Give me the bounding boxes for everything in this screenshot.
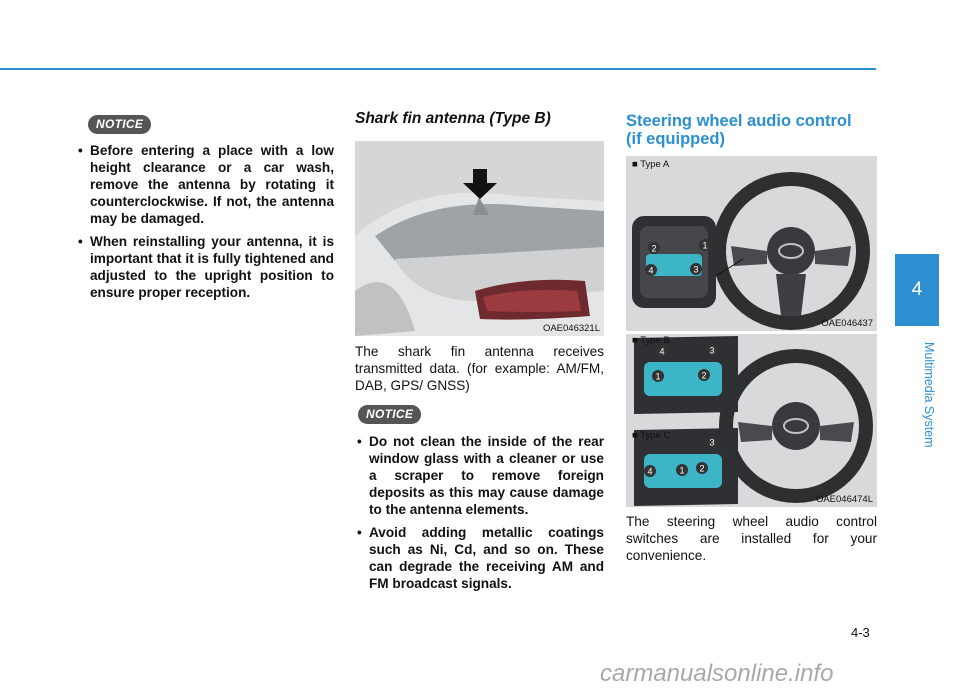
callout-number: 3 [693, 264, 699, 275]
chapter-section-label: Multimedia System [922, 342, 936, 448]
list-item: • Avoid adding metallic coatings such as Ni, Cd, and so on. These can degrade the receiving AM and FM broadcast signals. [355, 524, 604, 592]
type-c-label: ■ Type C [632, 430, 671, 441]
type-a-label: ■ Type A [632, 159, 670, 170]
steering-wheel-illustration [626, 334, 877, 507]
section-title [626, 112, 852, 148]
type-b-label: ■ Type B [632, 335, 670, 346]
callout-number: 4 [648, 265, 654, 276]
notice-badge: NOTICE [358, 405, 421, 424]
list-item: • Before entering a place with a low height clearance or a car wash, remove the antenna by rotating it counterclockwise. If not, the antenna may be damaged. [76, 142, 334, 227]
callout-number: 4 [647, 466, 653, 477]
notice-badge: NOTICE [88, 115, 151, 134]
section-title-line: Steering wheel audio control [626, 112, 852, 130]
antenna-paragraph: The shark fin antenna receives transmitted data. (for example: AM/FM, DAB, GPS/ GNSS) [355, 344, 604, 393]
callout-number: 1 [679, 465, 685, 476]
steering-wheel-illustration [626, 156, 877, 331]
callout-number: 2 [701, 370, 707, 381]
notice-list [355, 433, 604, 598]
shark-fin-antenna-figure [355, 141, 604, 336]
chapter-tab: 4 [895, 254, 939, 326]
list-item: • When reinstalling your antenna, it is important that it is fully tightened and adjusted to the upright position to ensure proper reception. [76, 233, 334, 301]
section-title-line: (if equipped) [626, 130, 725, 148]
figure-code: OAE046474L [815, 494, 873, 505]
callout-number: 2 [651, 243, 657, 254]
header-rule [0, 68, 876, 70]
page-number: 4-3 [851, 625, 870, 640]
callout-number: 3 [709, 345, 715, 356]
notice-list [76, 142, 334, 307]
steering-wheel-type-a-figure [626, 156, 877, 331]
callout-number: 4 [659, 346, 665, 357]
callout-number: 3 [709, 437, 715, 448]
figure-code: OAE046321L [542, 323, 600, 334]
steering-wheel-type-bc-figure [626, 334, 877, 507]
watermark: carmanualsonline.info [600, 660, 834, 687]
callout-number: 1 [655, 371, 661, 382]
steering-paragraph: The steering wheel audio control switches are installed for your convenience. [626, 514, 877, 563]
callout-number: 2 [699, 463, 705, 474]
car-rear-illustration [355, 141, 604, 336]
list-item: • Do not clean the inside of the rear window glass with a cleaner or use a scraper to remove foreign deposits as this may cause damage to the antenna elements. [355, 433, 604, 518]
figure-code: OAE046437 [821, 318, 873, 329]
callout-number: 1 [702, 240, 708, 251]
section-title: Shark fin antenna (Type B) [355, 110, 551, 127]
